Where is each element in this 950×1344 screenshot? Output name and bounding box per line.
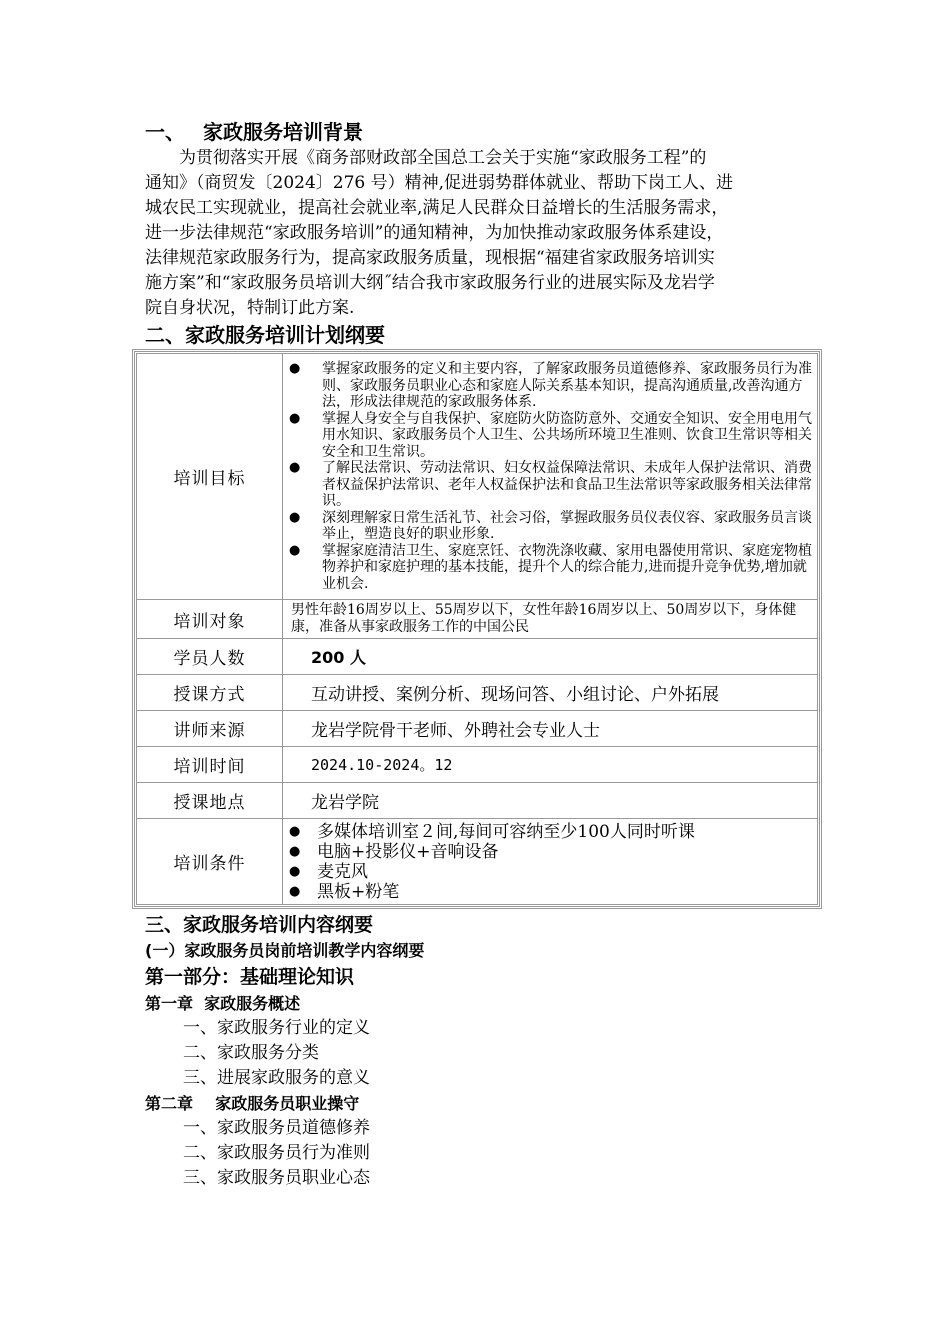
goal-list [283, 361, 817, 592]
paragraph-line: 法律规范家政服务行为，提高家政服务质量，现根据“福建省家政服务培训实 [145, 248, 715, 268]
count-value: 200 人 [283, 639, 818, 675]
plan-table-frame [132, 349, 822, 909]
part-title: 第一部分：基础理论知识 [145, 966, 355, 988]
list-item: ● 麦克风 [289, 862, 815, 882]
paragraph-line: 通知》（商贸发〔2024〕276 号）精神,促进弱势群体就业、帮助下岗工人、进 [145, 173, 734, 193]
target-value: 男性年龄16周岁以上、55周岁以下，女性年龄16周岁以上、50周岁以下，身体健康，准备从事家政服务工作的中国公民 [283, 600, 818, 639]
chapter2-title: 第二章 家政服务员职业操守 [145, 1094, 360, 1113]
count-label: 学员人数 [137, 639, 283, 675]
document-page [145, 118, 825, 1191]
chapter2-item: 一、家政服务员道德修养 [183, 1118, 370, 1138]
table-row [137, 675, 818, 711]
teacher-label: 讲师来源 [137, 711, 283, 747]
method-value: 互动讲授、案例分析、现场问答、小组讨论、户外拓展 [283, 675, 818, 711]
section1-title: 家政服务培训背景 [203, 120, 363, 144]
goal-label: 培训目标 [137, 354, 283, 600]
place-label: 授课地点 [137, 783, 283, 819]
method-label: 授课方式 [137, 675, 283, 711]
table-row [137, 783, 818, 819]
section3-subtitle: (一）家政服务员岗前培训教学内容纲要 [145, 941, 425, 960]
table-row [137, 600, 818, 639]
list-item: ● 掌握家政服务的定义和主要内容，了解家政服务员道德修养、家政服务员行为准则、家政服务员职业心态和家庭人际关系基本知识，提高沟通质量,改善沟通方法，形成法律规范的家政服务体系. [289, 361, 815, 411]
paragraph-line: 城农民工实现就业，提高社会就业率,满足人民群众日益增长的生活服务需求， [145, 198, 729, 218]
section1-heading [145, 118, 825, 146]
paragraph-line: 院自身状况，特制订此方案. [145, 298, 355, 318]
list-item: ● 掌握家庭清洁卫生、家庭烹饪、衣物洗涤收藏、家用电器使用常识、家庭宠物植物养护和家庭护理的基本技能，提升个人的综合能力,进而提升竞争优势,增加就业机会. [289, 543, 815, 593]
chapter1-title: 第一章 家政服务概述 [145, 994, 301, 1013]
teacher-value: 龙岩学院骨干老师、外聘社会专业人士 [283, 711, 818, 747]
list-item: ● 电脑+投影仪+音响设备 [289, 842, 815, 862]
table-row [137, 747, 818, 783]
list-item: ● 掌握人身安全与自我保护、家庭防火防盗防意外、交通安全知识、安全用电用气用水知识、家政服务员个人卫生、公共场所环境卫生准则、饮食卫生常识等相关安全和卫生常识。 [289, 411, 815, 461]
paragraph-line: 为贯彻落实开展《商务部财政部全国总工会关于实施“家政服务工程”的 [179, 148, 707, 168]
section2-heading: 二、家政服务培训计划纲要 [145, 323, 385, 347]
list-item: ● 黑板+粉笔 [289, 882, 815, 902]
chapter2-item: 二、家政服务员行为准则 [183, 1143, 370, 1163]
list-item: ● 多媒体培训室２间,每间可容纳至少100人同时听课 [289, 822, 815, 842]
section3-heading: 三、家政服务培训内容纲要 [145, 914, 374, 936]
section1-number: 一、 [145, 120, 185, 144]
target-label: 培训对象 [137, 600, 283, 639]
chapter1-item: 二、家政服务分类 [183, 1043, 319, 1063]
table-row [137, 819, 818, 905]
table-row [137, 711, 818, 747]
paragraph-line: 进一步法律规范“家政服务培训”的通知精神，为加快推动家政服务体系建设， [145, 223, 724, 243]
table-row [137, 639, 818, 675]
paragraph-line: 施方案”和“家政服务员培训大纲˝结合我市家政服务行业的进展实际及龙岩学 [145, 273, 715, 293]
time-value: 2024.10-2024。12 [283, 747, 818, 783]
time-label: 培训时间 [137, 747, 283, 783]
plan-table [136, 353, 818, 905]
chapter2-item: 三、家政服务员职业心态 [183, 1168, 370, 1188]
table-row [137, 354, 818, 600]
cond-cell [283, 819, 818, 905]
section1-paragraph [145, 146, 825, 321]
place-value: 龙岩学院 [283, 783, 818, 819]
cond-list [283, 822, 817, 902]
list-item: ● 了解民法常识、劳动法常识、妇女权益保障法常识、未成年人保护法常识、消费者权益保护法常识、老年人权益保护法和食品卫生法常识等家政服务相关法律常识。 [289, 460, 815, 510]
chapter1-item: 三、进展家政服务的意义 [183, 1068, 370, 1088]
list-item: ● 深刻理解家日常生活礼节、社会习俗，掌握政服务员仪表仪容、家政服务员言谈举止，塑造良好的职业形象. [289, 510, 815, 543]
chapter1-item: 一、家政服务行业的定义 [183, 1018, 370, 1038]
cond-label: 培训条件 [137, 819, 283, 905]
goal-cell [283, 354, 818, 600]
